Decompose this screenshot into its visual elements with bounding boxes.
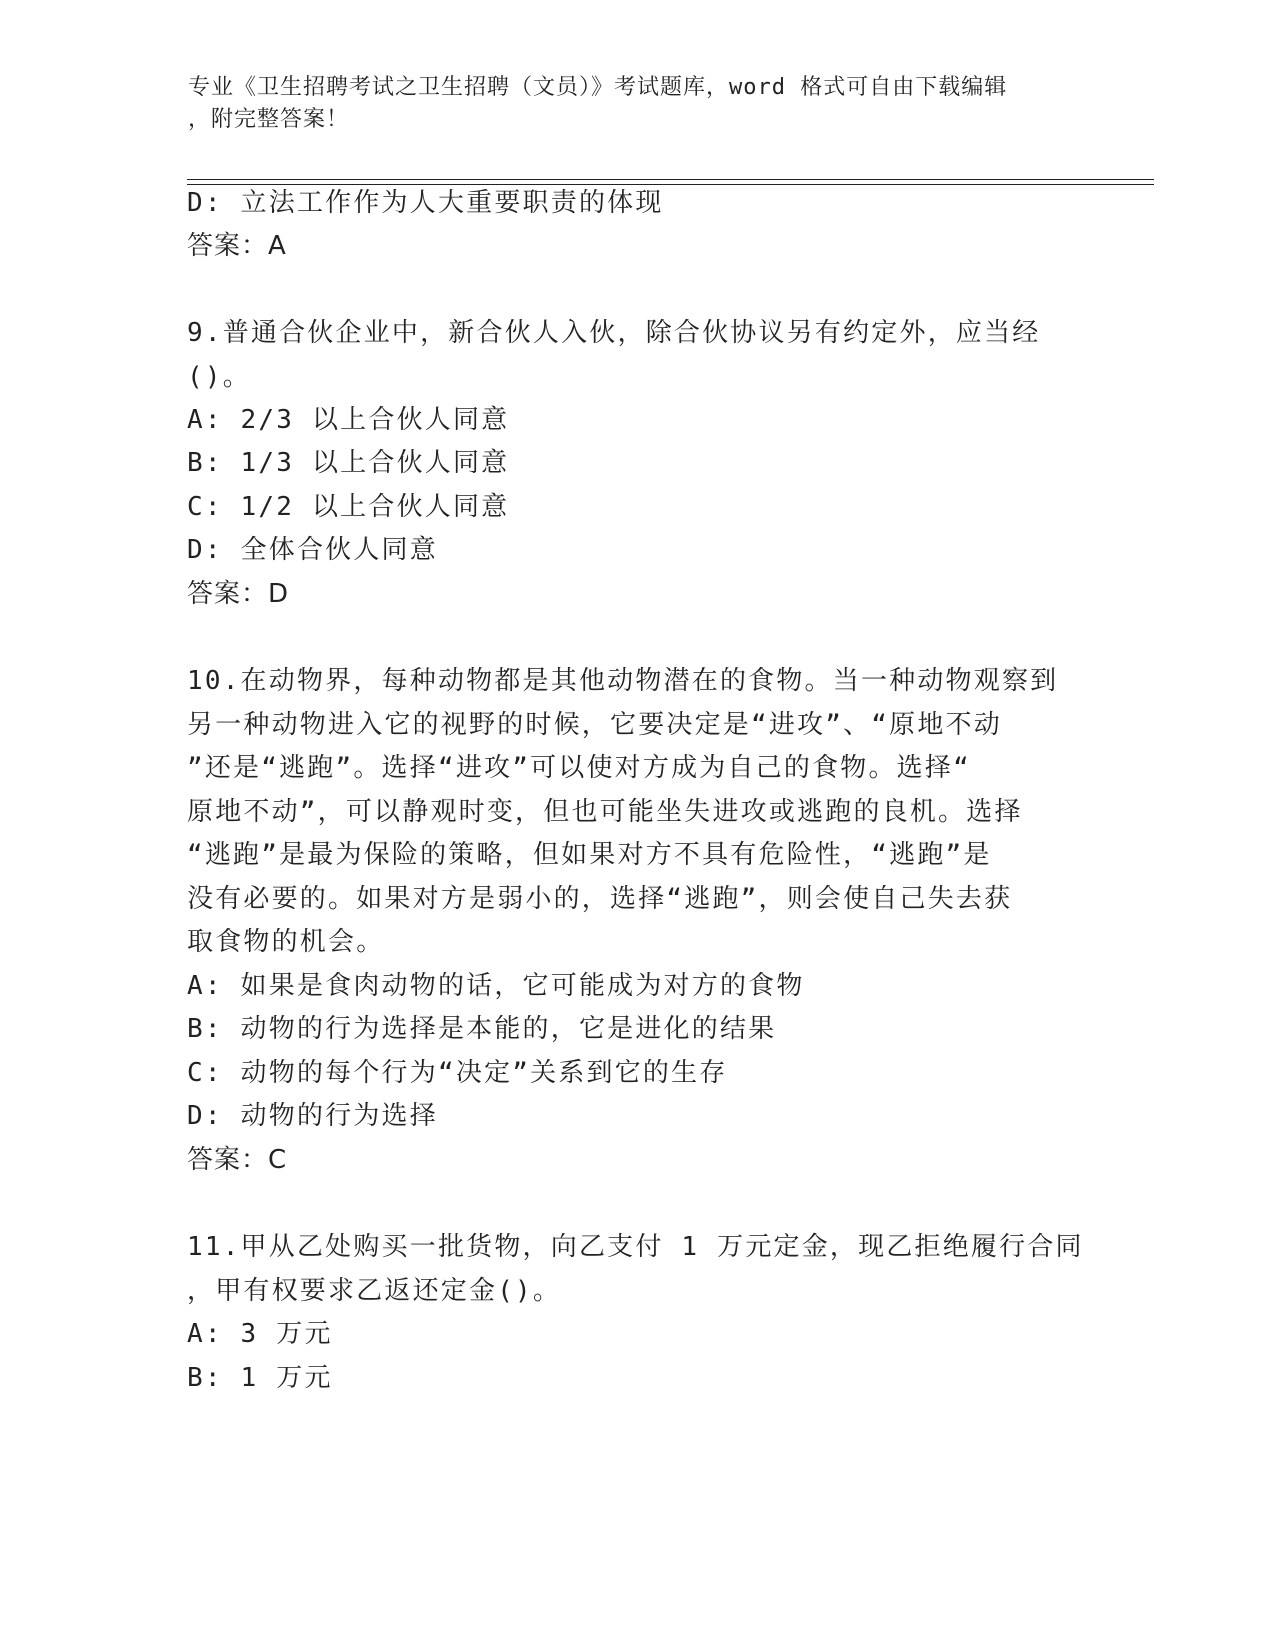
header-line-2: ，附完整答案！ — [188, 107, 350, 132]
q9-option-a: A: 2/3 以上合伙人同意 — [187, 405, 510, 435]
q8-option-d: D: 立法工作作为人大重要职责的体现 — [187, 188, 664, 218]
q10-option-a: A: 如果是食肉动物的话，它可能成为对方的食物 — [187, 971, 805, 1001]
q10-answer: 答案：C — [187, 1145, 288, 1175]
q9-option-d: D: 全体合伙人同意 — [187, 535, 438, 565]
q10-stem-line-7: 取食物的机会。 — [187, 927, 385, 957]
header-divider-top — [187, 179, 1154, 180]
q11-stem-line-1: 11.甲从乙处购买一批货物，向乙支付 1 万元定金，现乙拒绝履行合同 — [187, 1232, 1084, 1262]
q10-option-d: D: 动物的行为选择 — [187, 1101, 438, 1131]
q11-option-b: B: 1 万元 — [187, 1363, 333, 1393]
q10-option-b: B: 动物的行为选择是本能的，它是进化的结果 — [187, 1014, 777, 1044]
q10-stem-line-4: 原地不动”，可以静观时变，但也可能坐失进攻或逃跑的良机。选择 — [187, 797, 1023, 827]
q11-stem-line-2: ，甲有权要求乙返还定金()。 — [187, 1276, 562, 1306]
q10-option-c: C: 动物的每个行为“决定”关系到它的生存 — [187, 1058, 728, 1088]
q9-option-c: C: 1/2 以上合伙人同意 — [187, 492, 510, 522]
q8-answer: 答案：A — [187, 231, 287, 261]
q10-stem-line-3: ”还是“逃跑”。选择“进攻”可以使对方成为自己的食物。选择“ — [187, 753, 971, 783]
header-line-1: 专业《卫生招聘考试之卫生招聘（文员）》考试题库，word 格式可自由下载编辑 — [188, 75, 1008, 100]
q9-answer: 答案：D — [187, 579, 290, 609]
page-header — [188, 72, 1088, 136]
q9-stem-line-2: ()。 — [187, 362, 251, 392]
q9-option-b: B: 1/3 以上合伙人同意 — [187, 448, 510, 478]
q11-option-a: A: 3 万元 — [187, 1319, 333, 1349]
q10-stem-line-2: 另一种动物进入它的视野的时候，它要决定是“进攻”、“原地不动 — [187, 710, 1002, 740]
q10-stem-line-6: 没有必要的。如果对方是弱小的，选择“逃跑”，则会使自己失去获 — [187, 884, 1013, 914]
q9-stem-line-1: 9.普通合伙企业中，新合伙人入伙，除合伙协议另有约定外，应当经 — [187, 318, 1041, 348]
q10-stem-line-1: 10.在动物界，每种动物都是其他动物潜在的食物。当一种动物观察到 — [187, 666, 1059, 696]
q10-stem-line-5: “逃跑”是最为保险的策略，但如果对方不具有危险性，“逃跑”是 — [187, 840, 992, 870]
